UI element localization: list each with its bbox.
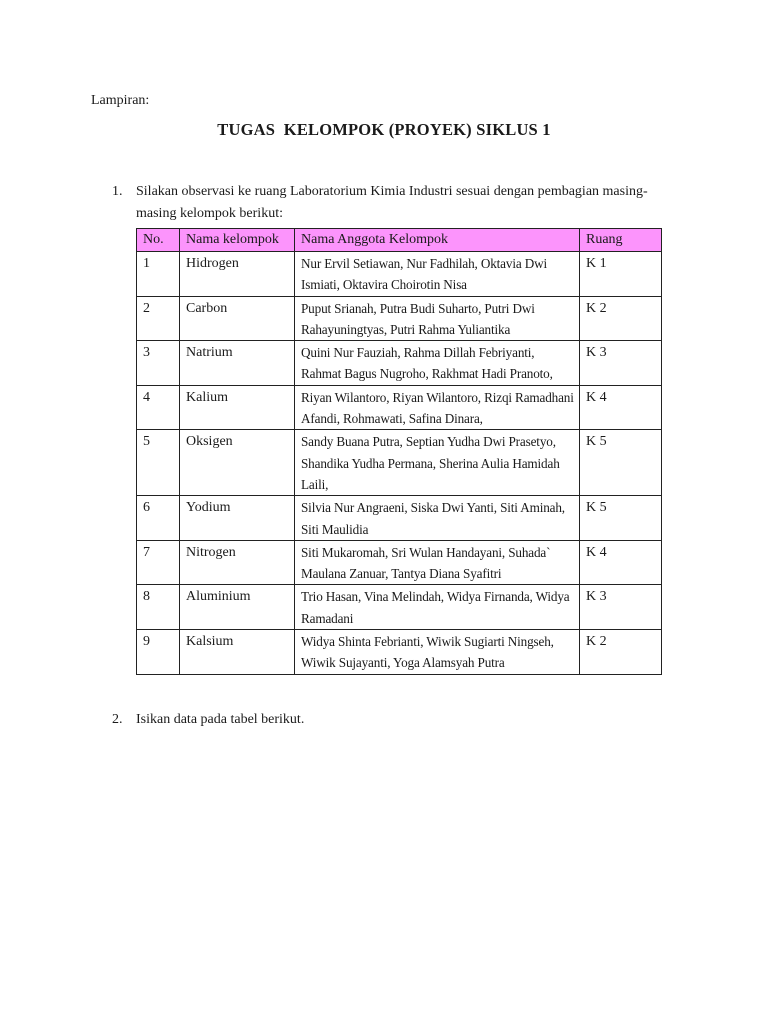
- cell-no: 2: [137, 296, 180, 341]
- cell-room: K 2: [580, 630, 662, 675]
- cell-no: 7: [137, 540, 180, 585]
- cell-members: Siti Mukaromah, Sri Wulan Handayani, Suhada` Maulana Zanuar, Tantya Diana Syafitri: [295, 540, 580, 585]
- cell-group-name: Kalsium: [180, 630, 295, 675]
- item-number: 2.: [112, 712, 123, 727]
- cell-room: K 5: [580, 496, 662, 541]
- cell-members: Trio Hasan, Vina Melindah, Widya Firnanda, Widya Ramadani: [295, 585, 580, 630]
- cell-members: Sandy Buana Putra, Septian Yudha Dwi Prasetyo, Shandika Yudha Permana, Sherina Aulia Hamidah Laili,: [295, 430, 580, 496]
- header-room: Ruang: [580, 229, 662, 252]
- cell-no: 5: [137, 430, 180, 496]
- cell-members: Riyan Wilantoro, Riyan Wilantoro, Rizqi Ramadhani Afandi, Rohmawati, Safina Dinara,: [295, 385, 580, 430]
- item-number: 1.: [112, 184, 123, 199]
- cell-members: Silvia Nur Angraeni, Siska Dwi Yanti, Siti Aminah, Siti Maulidia: [295, 496, 580, 541]
- cell-group-name: Natrium: [180, 341, 295, 386]
- cell-group-name: Oksigen: [180, 430, 295, 496]
- cell-room: K 3: [580, 585, 662, 630]
- table-row: [137, 540, 662, 585]
- cell-room: K 4: [580, 540, 662, 585]
- cell-room: K 2: [580, 296, 662, 341]
- item-text: Silakan observasi ke ruang Laboratorium Kimia Industri sesuai dengan pembagian masing-masing kelompok berikut:: [136, 184, 648, 221]
- cell-group-name: Yodium: [180, 496, 295, 541]
- cell-no: 1: [137, 252, 180, 297]
- table-row: [137, 585, 662, 630]
- cell-room: K 5: [580, 430, 662, 496]
- table-row: [137, 496, 662, 541]
- cell-no: 4: [137, 385, 180, 430]
- table-row: [137, 630, 662, 675]
- table-row: [137, 296, 662, 341]
- cell-room: K 1: [580, 252, 662, 297]
- item-text: Isikan data pada tabel berikut.: [136, 712, 305, 727]
- cell-no: 3: [137, 341, 180, 386]
- table-row: [137, 430, 662, 496]
- cell-members: Nur Ervil Setiawan, Nur Fadhilah, Oktavia Dwi Ismiati, Oktavira Choirotin Nisa: [295, 252, 580, 297]
- cell-members: Puput Srianah, Putra Budi Suharto, Putri Dwi Rahayuningtyas, Putri Rahma Yuliantika: [295, 296, 580, 341]
- table-row: [137, 252, 662, 297]
- cell-group-name: Aluminium: [180, 585, 295, 630]
- page-title: TUGAS KELOMPOK (PROYEK) SIKLUS 1: [217, 120, 551, 139]
- group-table: [136, 228, 662, 675]
- cell-group-name: Kalium: [180, 385, 295, 430]
- header-members: Nama Anggota Kelompok: [295, 229, 580, 252]
- cell-members: Widya Shinta Febrianti, Wiwik Sugiarti Ningseh, Wiwik Sujayanti, Yoga Alamsyah Putra: [295, 630, 580, 675]
- header-group-name: Nama kelompok: [180, 229, 295, 252]
- cell-members: Quini Nur Fauziah, Rahma Dillah Febriyanti, Rahmat Bagus Nugroho, Rakhmat Hadi Pranoto,: [295, 341, 580, 386]
- cell-group-name: Nitrogen: [180, 540, 295, 585]
- cell-no: 9: [137, 630, 180, 675]
- cell-no: 8: [137, 585, 180, 630]
- cell-group-name: Hidrogen: [180, 252, 295, 297]
- attachment-label: Lampiran:: [91, 93, 150, 108]
- cell-room: K 3: [580, 341, 662, 386]
- header-no: No.: [137, 229, 180, 252]
- table-row: [137, 385, 662, 430]
- cell-group-name: Carbon: [180, 296, 295, 341]
- cell-no: 6: [137, 496, 180, 541]
- cell-room: K 4: [580, 385, 662, 430]
- table-header-row: [137, 229, 662, 252]
- table-row: [137, 341, 662, 386]
